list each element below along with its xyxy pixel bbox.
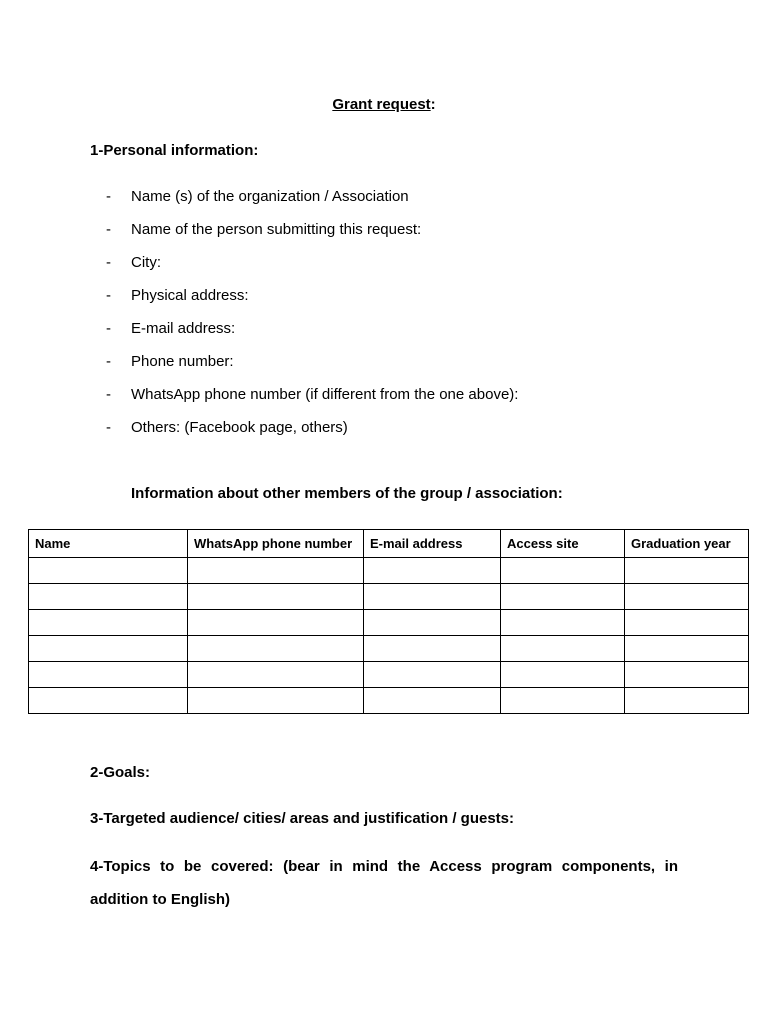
table-cell[interactable] bbox=[625, 558, 749, 584]
table-cell[interactable] bbox=[188, 584, 364, 610]
bullet-dash: - bbox=[106, 320, 111, 337]
table-row bbox=[29, 610, 749, 636]
bullet-dash: - bbox=[106, 188, 111, 205]
document-title bbox=[0, 96, 768, 113]
table-cell[interactable] bbox=[188, 610, 364, 636]
field-label: Physical address: bbox=[131, 287, 249, 304]
table-row bbox=[29, 688, 749, 714]
column-header-whatsapp: WhatsApp phone number bbox=[188, 530, 364, 558]
table-cell[interactable] bbox=[29, 610, 188, 636]
bullet-dash: - bbox=[106, 221, 111, 238]
title-colon: : bbox=[430, 96, 436, 113]
table-cell[interactable] bbox=[188, 662, 364, 688]
title-text: Grant request bbox=[332, 96, 431, 113]
section-topics: 4-Topics to be covered: (bear in mind the Access program components, in addition to English) bbox=[90, 858, 678, 908]
members-heading: Information about other members of the group / association: bbox=[131, 485, 563, 502]
table-cell[interactable] bbox=[364, 636, 501, 662]
section-targeted-audience: 3-Targeted audience/ cities/ areas and justification / guests: bbox=[90, 810, 515, 827]
table-cell[interactable] bbox=[188, 636, 364, 662]
field-label: Phone number: bbox=[131, 353, 234, 370]
bullet-dash: - bbox=[106, 254, 111, 271]
field-label: Name of the person submitting this request: bbox=[131, 221, 422, 238]
field-label: City: bbox=[131, 254, 161, 271]
table-cell[interactable] bbox=[364, 662, 501, 688]
table-row bbox=[29, 662, 749, 688]
table-cell[interactable] bbox=[501, 558, 625, 584]
bullet-dash: - bbox=[106, 419, 111, 436]
table-row bbox=[29, 558, 749, 584]
table-cell[interactable] bbox=[188, 688, 364, 714]
field-label: E-mail address: bbox=[131, 320, 236, 337]
column-header-name: Name bbox=[29, 530, 188, 558]
table-cell[interactable] bbox=[625, 584, 749, 610]
table-cell[interactable] bbox=[29, 688, 188, 714]
field-label: WhatsApp phone number (if different from the one above): bbox=[131, 386, 519, 403]
field-label: Name (s) of the organization / Association bbox=[131, 188, 409, 205]
table-cell[interactable] bbox=[501, 688, 625, 714]
table-cell[interactable] bbox=[364, 610, 501, 636]
section-goals: 2-Goals: bbox=[90, 764, 151, 781]
table-cell[interactable] bbox=[501, 610, 625, 636]
table-cell[interactable] bbox=[29, 636, 188, 662]
table-row bbox=[29, 636, 749, 662]
column-header-graduation-year: Graduation year bbox=[625, 530, 749, 558]
table-cell[interactable] bbox=[364, 688, 501, 714]
table-cell[interactable] bbox=[29, 662, 188, 688]
bullet-dash: - bbox=[106, 353, 111, 370]
table-cell[interactable] bbox=[625, 610, 749, 636]
bullet-dash: - bbox=[106, 386, 111, 403]
table-cell[interactable] bbox=[501, 662, 625, 688]
members-table bbox=[28, 529, 749, 714]
table-cell[interactable] bbox=[364, 584, 501, 610]
table-cell[interactable] bbox=[29, 558, 188, 584]
column-header-access-site: Access site bbox=[501, 530, 625, 558]
table-cell[interactable] bbox=[501, 636, 625, 662]
section-personal-information: 1-Personal information: bbox=[90, 142, 259, 159]
bullet-dash: - bbox=[106, 287, 111, 304]
table-cell[interactable] bbox=[188, 558, 364, 584]
field-label: Others: (Facebook page, others) bbox=[131, 419, 348, 436]
table-cell[interactable] bbox=[625, 662, 749, 688]
table-cell[interactable] bbox=[501, 584, 625, 610]
table-cell[interactable] bbox=[625, 636, 749, 662]
table-cell[interactable] bbox=[364, 558, 501, 584]
table-row bbox=[29, 584, 749, 610]
table-cell[interactable] bbox=[625, 688, 749, 714]
column-header-email: E-mail address bbox=[364, 530, 501, 558]
table-cell[interactable] bbox=[29, 584, 188, 610]
table-header-row bbox=[29, 530, 749, 558]
